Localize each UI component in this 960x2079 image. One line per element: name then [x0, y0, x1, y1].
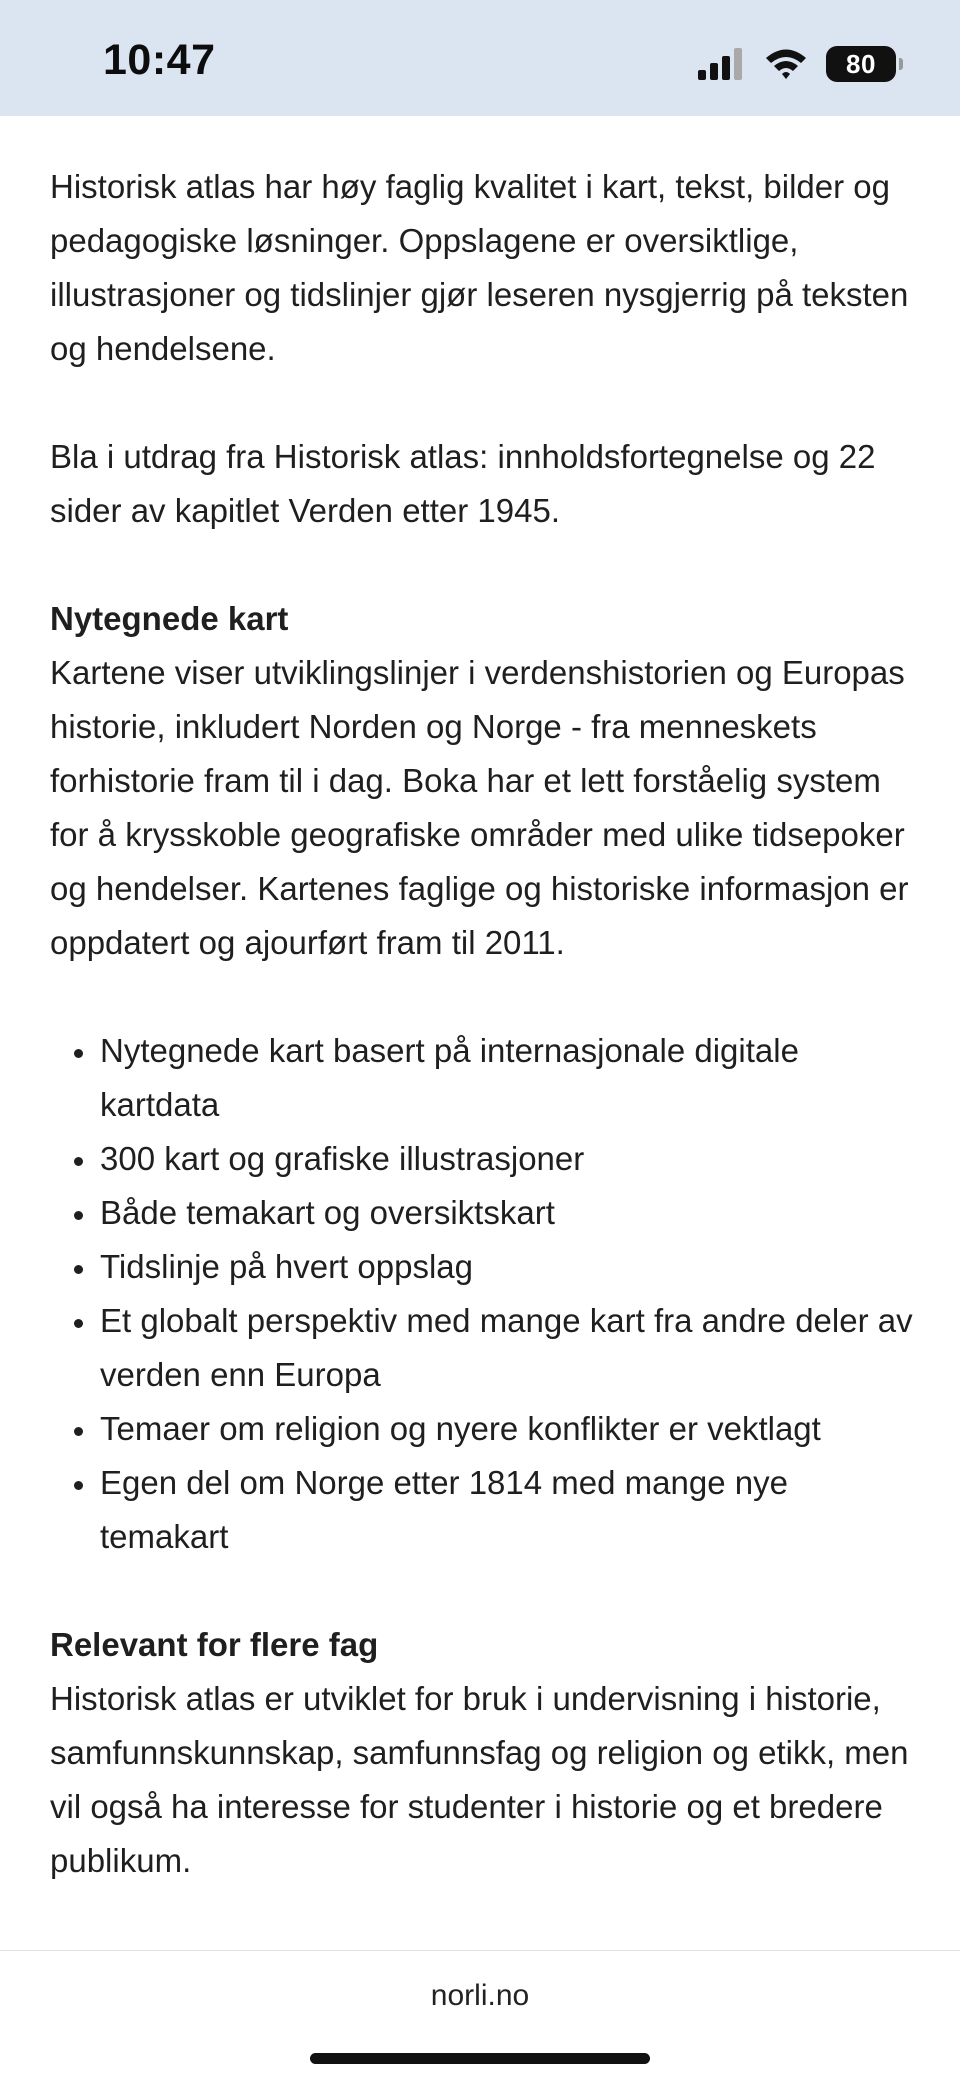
excerpt-paragraph: Bla i utdrag fra Historisk atlas: innholdsfortegnelse og 22 sider av kapitlet Verden etter 1945.: [50, 438, 876, 529]
status-bar: [0, 0, 960, 116]
list-item: • Nytegnede kart basert på internasjonale digitale kartdata: [98, 1024, 920, 1132]
address-bar[interactable]: norli.no: [430, 1979, 530, 2012]
list-item: • 300 kart og grafiske illustrasjoner: [98, 1132, 920, 1186]
battery-icon: [826, 46, 896, 82]
section-body: Kartene viser utviklingslinjer i verdenshistorien og Europas historie, inkludert Norden og Norge - fra menneskets forhistorie fram til i dag. Boka har et lett forståelig system for å krysskoble geografiske områder med ulike tidsepoker og hendelser. Kartenes faglige og historiske informasjon er oppdatert og ajourført fram til 2011.: [50, 654, 909, 961]
section-relevant-for-flere-fag: [50, 1618, 920, 1888]
list-item: • Både temakart og oversiktskart: [98, 1186, 920, 1240]
intro-paragraph: Historisk atlas har høy faglig kvalitet i kart, tekst, bilder og pedagogiske løsninger. Oppslagene er oversiktlige, illustrasjoner og tidslinjer gjør leseren nysgjerrig på teksten og hendelsene.: [50, 168, 909, 367]
section-body: Historisk atlas er utviklet for bruk i undervisning i historie, samfunnskunnskap, samfunnsfag og religion og etikk, men vil også ha interesse for studenter i historie og et bredere publikum.: [50, 1680, 909, 1879]
feature-list: [50, 1024, 920, 1564]
status-icons: [698, 44, 896, 84]
list-item: • Temaer om religion og nyere konflikter er vektlagt: [98, 1402, 920, 1456]
signal-icon: [698, 48, 746, 80]
home-indicator[interactable]: [310, 2053, 650, 2064]
section-nytegnede-kart: [50, 592, 920, 970]
article-content: [50, 160, 920, 1942]
browser-bottom-bar: [0, 1950, 960, 2079]
section-heading: Relevant for flere fag: [50, 1626, 379, 1663]
list-item: • Et globalt perspektiv med mange kart fra andre deler av verden enn Europa: [98, 1294, 920, 1402]
status-time: 10:47: [103, 36, 216, 84]
list-item: • Tidslinje på hvert oppslag: [98, 1240, 920, 1294]
list-item: • Egen del om Norge etter 1814 med mange nye temakart: [98, 1456, 920, 1564]
wifi-icon: [764, 47, 808, 81]
battery-level: 80: [846, 48, 876, 79]
section-heading: Nytegnede kart: [50, 600, 289, 637]
